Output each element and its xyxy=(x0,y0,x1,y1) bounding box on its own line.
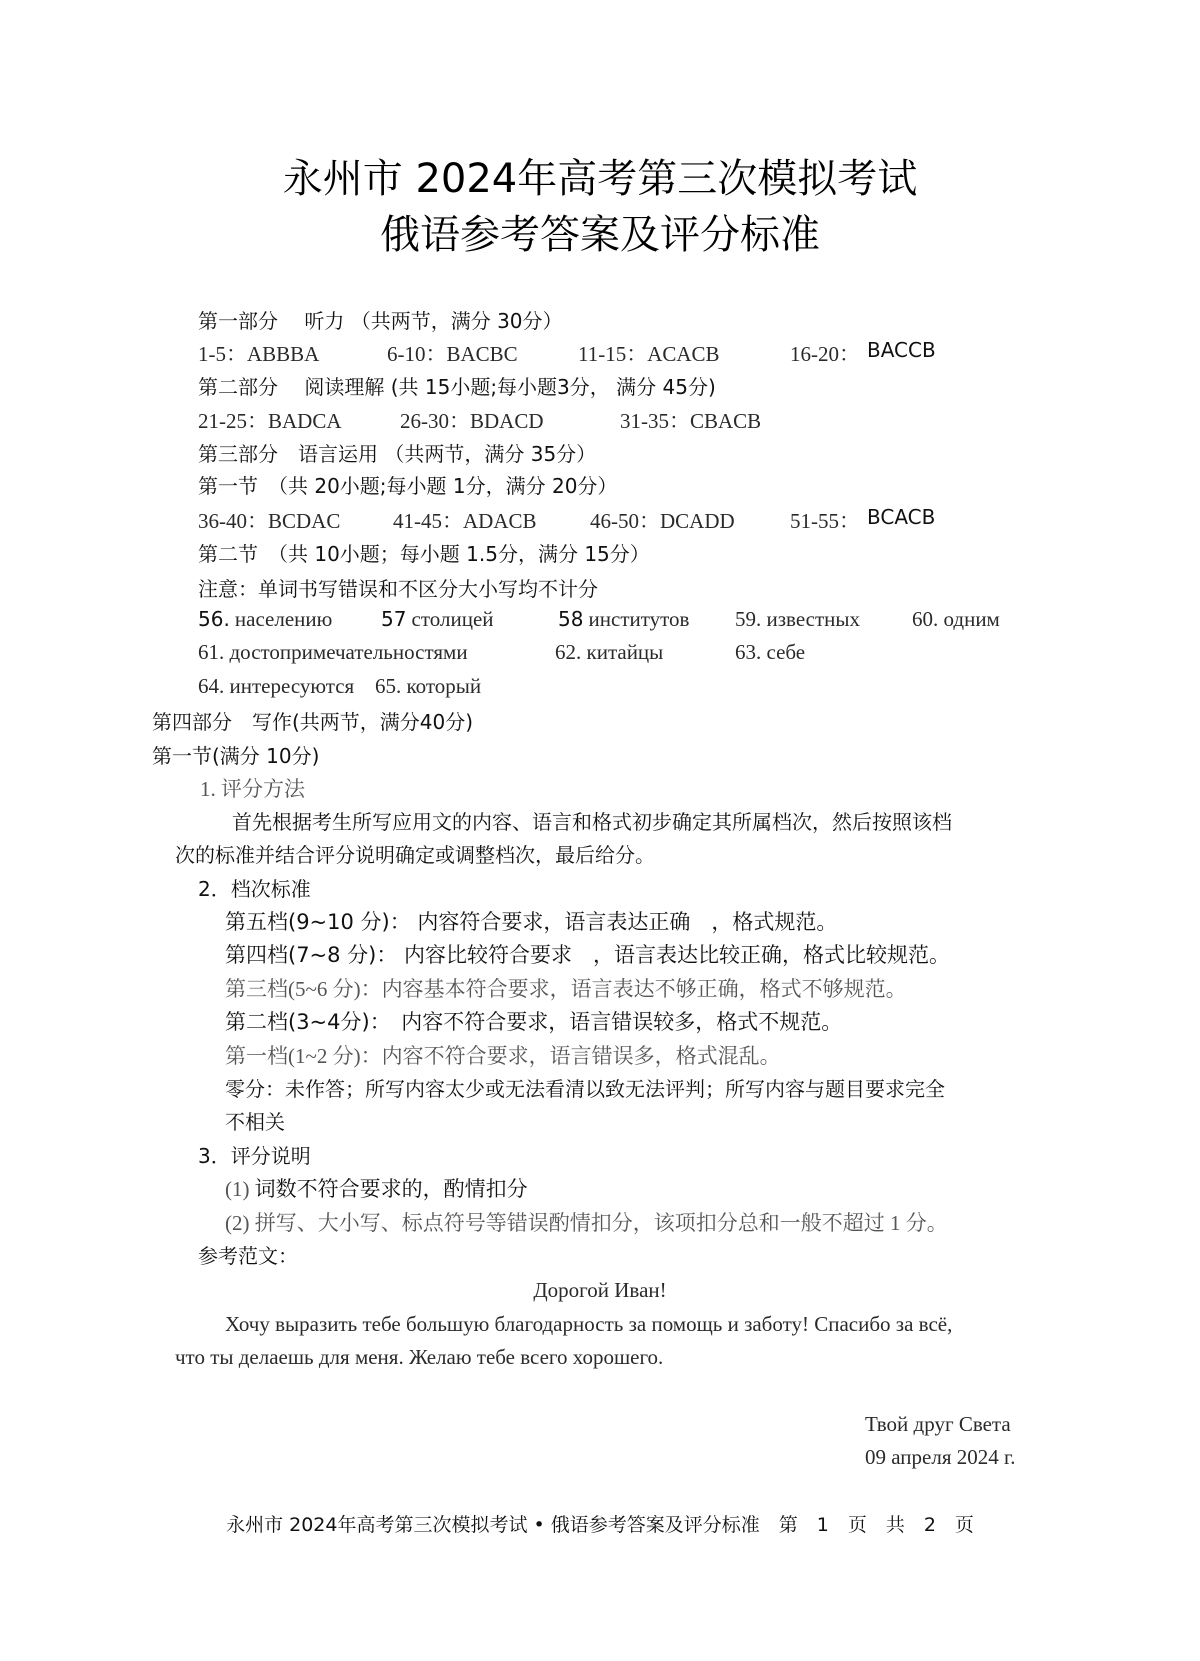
grade-level-5: 第五档(9~10 分)： 内容符合要求，语言表达正确 ，格式规范。 xyxy=(225,910,838,934)
answer-item-59: 59. известных xyxy=(735,607,861,631)
scoring-notes-heading: 3．评分说明 xyxy=(198,1144,311,1168)
letter-salutation: Дорогой Иван! xyxy=(533,1278,667,1302)
answer-word: институтов xyxy=(588,607,690,631)
answer-item-65: 65. который xyxy=(375,674,482,698)
grade-level-1: 第一档(1~2 分)：内容不符合要求，语言错误多，格式混乱。 xyxy=(225,1044,781,1068)
scoring-method-text: 次的标准并结合评分说明确定或调整档次，最后给分。 xyxy=(175,843,655,867)
part2-heading: 第二部分 阅读理解 (共 15小题;每小题3分， 满分 45分) xyxy=(198,375,716,399)
part3-note: 注意：单词书写错误和不区分大小写均不计分 xyxy=(198,577,598,601)
part1-answer-label: 16-20： xyxy=(790,342,860,366)
part3-answer: BCACB xyxy=(867,505,936,529)
grade-standard-heading: 2．档次标准 xyxy=(198,877,311,901)
part3-heading: 第三部分 语言运用 （共两节，满分 35分） xyxy=(198,442,597,466)
page-footer: 永州市 2024年高考第三次模拟考试 • 俄语参考答案及评分标准 第 1 页 共 2 页 xyxy=(226,1514,974,1536)
grade-zero-continued: 不相关 xyxy=(225,1110,285,1134)
scoring-method-heading: 1. 评分方法 xyxy=(200,777,305,801)
part2-answer: 26-30：BDACD xyxy=(400,409,544,433)
grade-level-3: 第三档(5~6 分)：内容基本符合要求，语言表达不够正确，格式不够规范。 xyxy=(225,977,907,1001)
part1-heading: 第一部分 听力 （共两节，满分 30分） xyxy=(198,309,563,333)
part3-section1-heading: 第一节 （共 20小题;每小题 1分，满分 20分） xyxy=(198,474,618,498)
note-text: 词数不符合要求的，酌情扣分 xyxy=(254,1177,528,1201)
answer-number: 56. xyxy=(198,607,230,631)
answer-item-64: 64. интересуются xyxy=(198,674,355,698)
answer-item-58 xyxy=(558,607,689,632)
answer-word: столицей xyxy=(411,607,494,631)
letter-date: 09 апреля 2024 г. xyxy=(865,1445,1016,1469)
part1-answer: 6-10：BACBC xyxy=(387,342,518,366)
part2-answer: 31-35：CBACB xyxy=(620,409,762,433)
note-number: (1) xyxy=(225,1177,250,1201)
part3-answer: 46-50：DCADD xyxy=(590,509,735,533)
answer-word: населению xyxy=(234,607,333,631)
part4-heading: 第四部分 写作(共两节，满分40分) xyxy=(152,710,474,734)
part2-answer: 21-25：BADCA xyxy=(198,409,342,433)
scoring-note-1 xyxy=(225,1173,528,1203)
part4-section1-heading: 第一节(满分 10分) xyxy=(152,744,320,768)
part3-section2-heading: 第二节 （共 10小题；每小题 1.5分，满分 15分） xyxy=(198,542,650,566)
answer-item-57 xyxy=(381,607,494,632)
scoring-note-2: (2) 拼写、大小写、标点符号等错误酌情扣分，该项扣分总和一般不超过 1 分。 xyxy=(225,1211,948,1235)
answer-item-63: 63. себе xyxy=(735,640,806,664)
answer-number: 57 xyxy=(381,607,407,631)
page-subtitle: 俄语参考答案及评分标准 xyxy=(380,212,820,258)
letter-body: что ты делаешь для меня. Желаю тебе всего хорошего. xyxy=(175,1345,664,1369)
answer-item-61: 61. достопримечательностями xyxy=(198,640,468,664)
page-title: 永州市 2024年高考第三次模拟考试 xyxy=(282,156,918,202)
grade-level-4: 第四档(7~8 分)： 内容比较符合要求 ，语言表达比较正确，格式比较规范。 xyxy=(225,943,951,967)
answer-item-62: 62. китайцы xyxy=(555,640,664,664)
answer-number: 58 xyxy=(558,607,584,631)
grade-zero: 零分：未作答；所写内容太少或无法看清以致无法评判；所写内容与题目要求完全 xyxy=(225,1077,945,1101)
part1-answer: 11-15：ACACB xyxy=(578,342,720,366)
grade-level-2: 第二档(3~4分)： 内容不符合要求，语言错误较多，格式不规范。 xyxy=(225,1010,843,1034)
letter-signature: Твой друг Света xyxy=(865,1412,1011,1436)
part3-answer: 36-40：BCDAC xyxy=(198,509,341,533)
letter-body: Хочу выразить тебе большую благодарность за помощь и заботу! Спасибо за всё, xyxy=(225,1312,953,1336)
part1-answer: BACCB xyxy=(867,338,936,362)
part3-answer: 41-45：ADACB xyxy=(393,509,537,533)
sample-essay-heading: 参考范文： xyxy=(198,1244,298,1268)
part3-answer-label: 51-55： xyxy=(790,509,860,533)
scoring-method-text: 首先根据考生所写应用文的内容、语言和格式初步确定其所属档次，然后按照该档 xyxy=(232,810,952,834)
part1-answer: 1-5：ABBBA xyxy=(198,342,320,366)
answer-item-56 xyxy=(198,607,332,632)
answer-item-60: 60. одним xyxy=(912,607,1000,631)
